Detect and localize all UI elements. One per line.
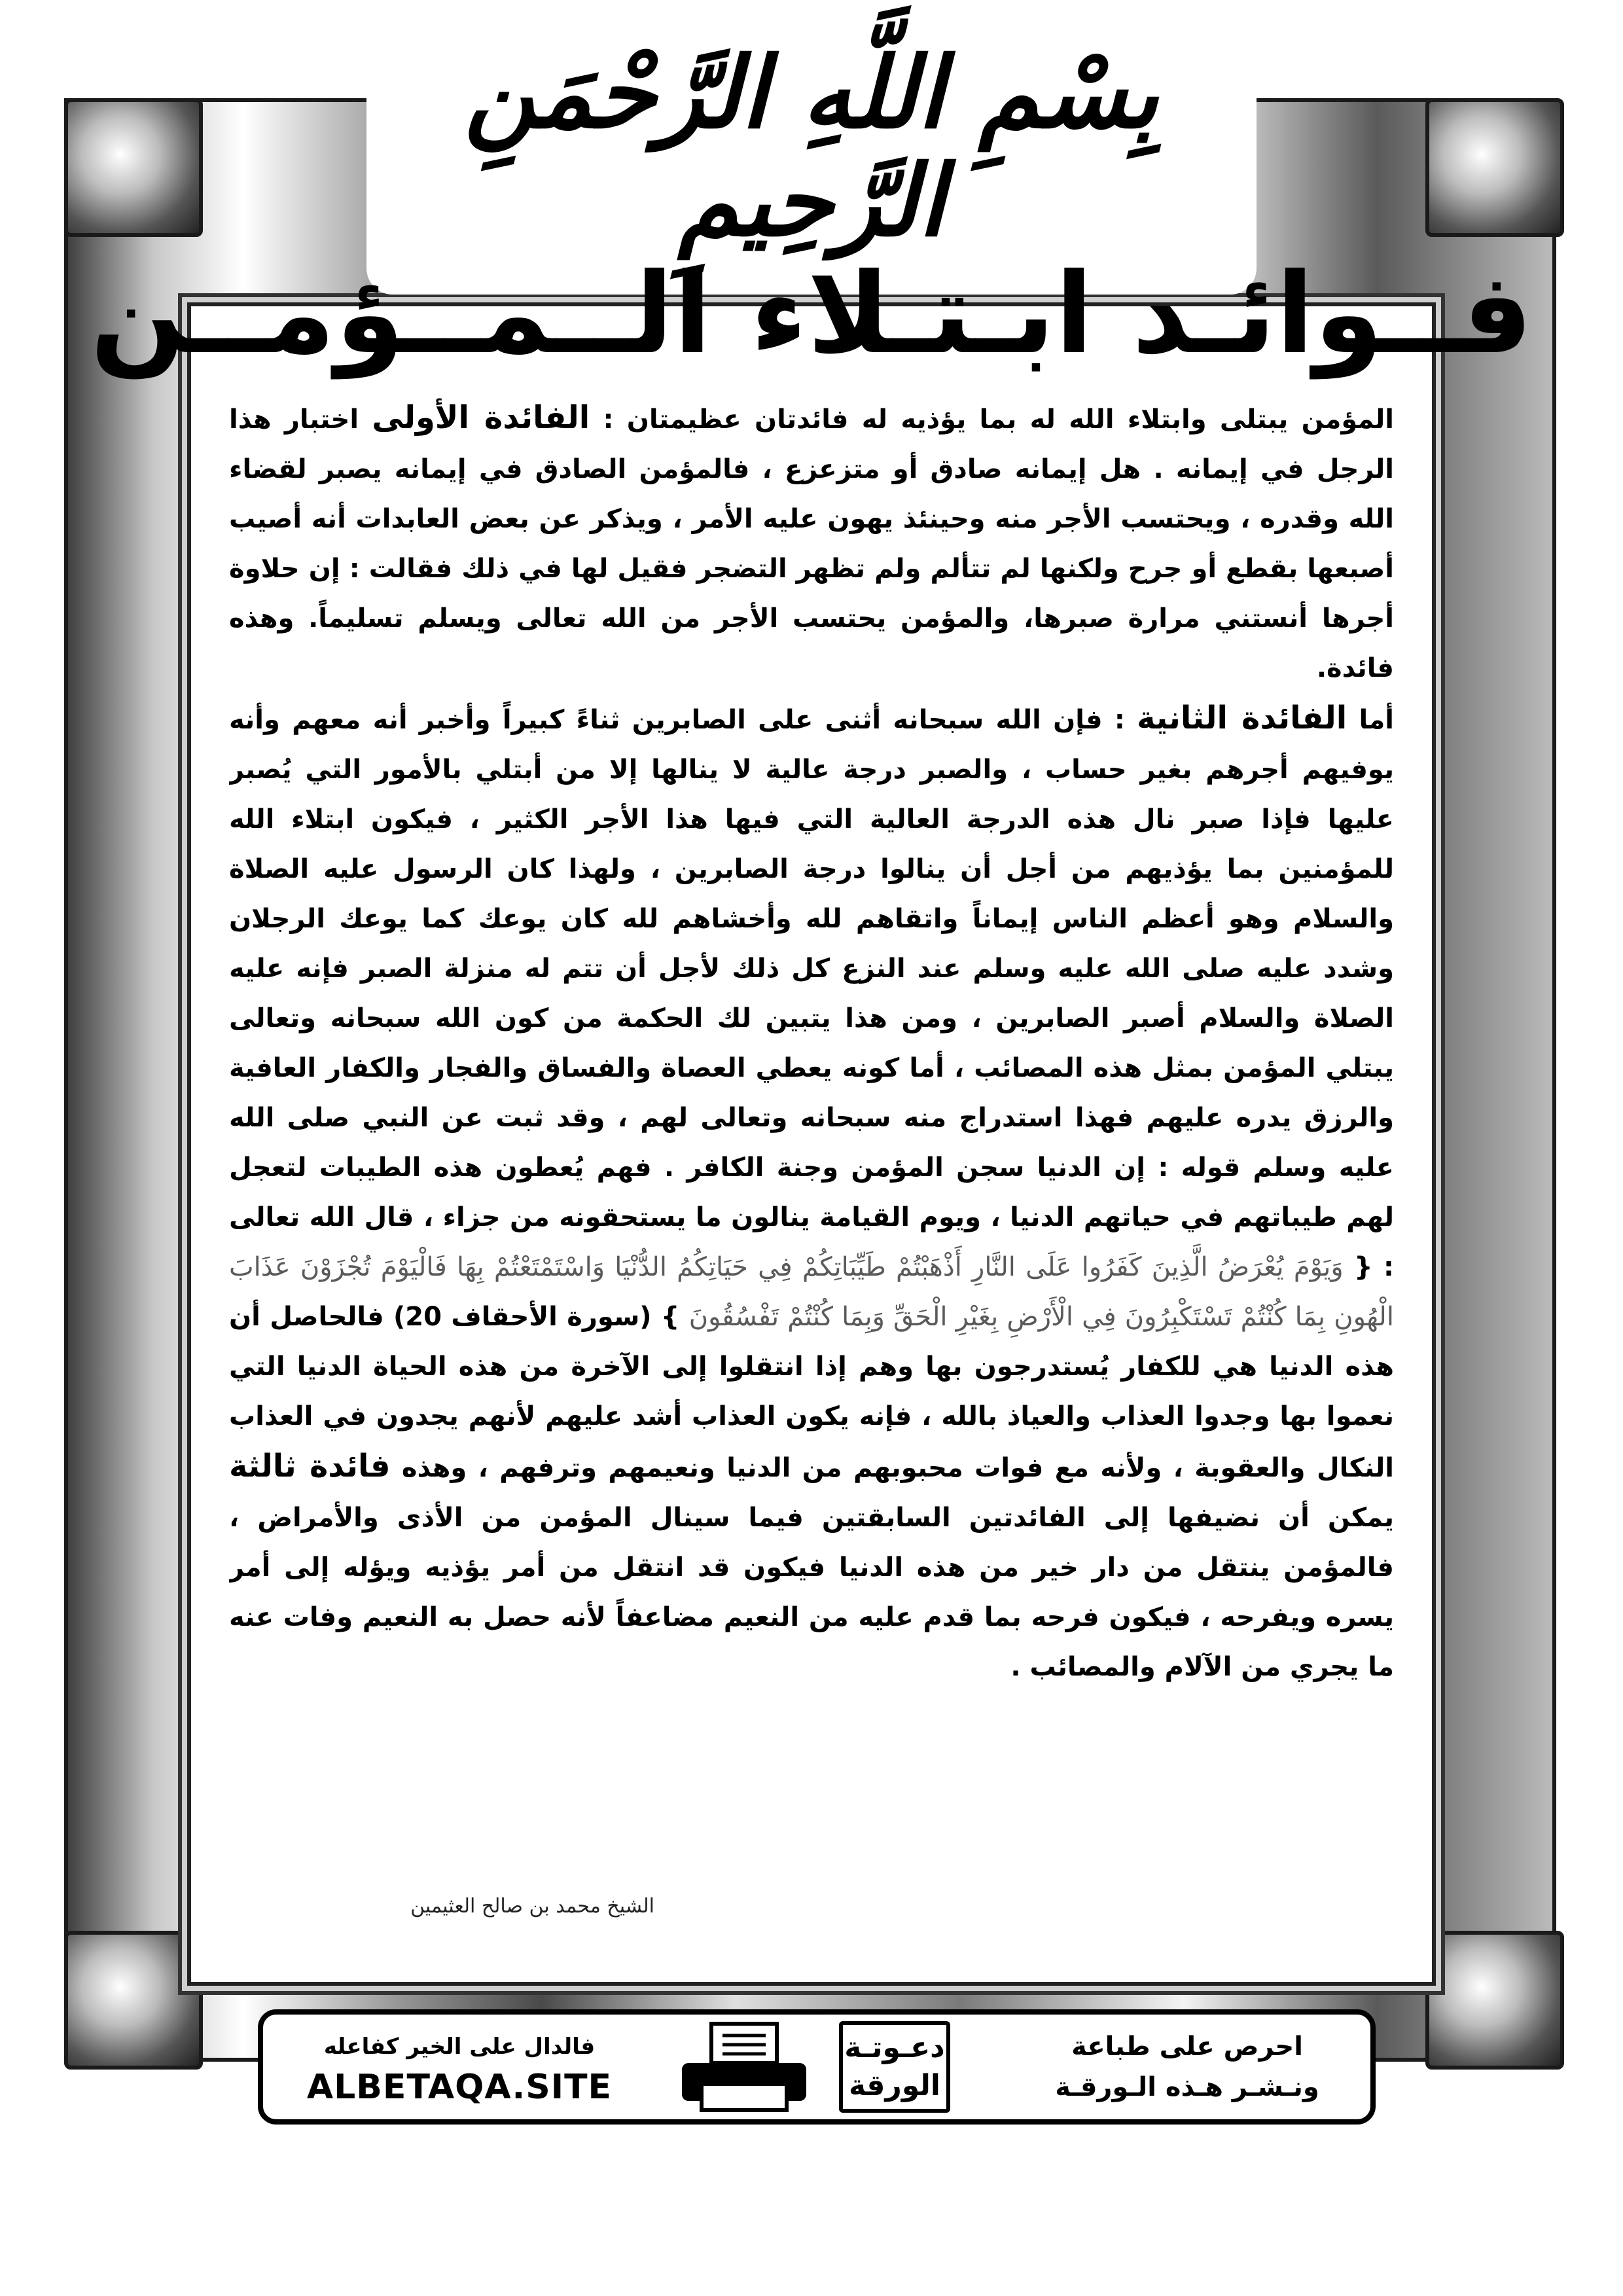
article-body — [229, 393, 1394, 1898]
footer-print-note — [1030, 2026, 1344, 2108]
text-run: } (سورة الأحقاف 20) فالحاصل أن هذه الدنيا هي للكفار يُستدرجون بها وهم إذا انتقلوا إلى الآخرة من هذه الحياة الدنيا التي نعموا بها وجدوا العذاب والعياذ بالله ، فإنه يكون العذاب أشد عليهم لأنهم يجدون في العذاب النكال والعقوبة ، ولأنه مع فوات محبوبهم من الدنيا ونعيمهم وترفهم ، وهذه — [229, 1302, 1394, 1483]
text-run: المؤمن يبتلى وابتلاء الله له بما يؤذيه له فائدتان عظيمتان : — [590, 404, 1394, 435]
page-title: فــوائـد ابـتـلاء الــمــؤمــن — [90, 249, 1533, 379]
logo-line-2: الورقة — [849, 2069, 941, 2102]
author-signature: الشيخ محمد بن صالح العثيمين — [410, 1895, 654, 1918]
footer-site-block — [289, 2026, 630, 2108]
basmala-calligraphy: بِسْمِ اللَّهِ الرَّحْمَنِ الرَّحِيمِ — [464, 35, 1159, 259]
text-run: يمكن أن نضيفها إلى الفائدتين السابقتين فيما سينال المؤمن من الأذى والأمراض ، فالمؤمن ينتقل من دار خير من هذه الدنيا فيكون قد انتقل من أمر يؤذيه ويؤله إلى أمر يسره ويفرحه ، فيكون فرحه بما قدم عليه من النعيم مضاعفاً لأنه حصل به النعيم وفات عنه ما يجري من الآلام والمصائب . — [229, 1503, 1394, 1682]
footer-print-line-1: احرص على طباعة — [1071, 2032, 1303, 2062]
frame-corner-ornament — [64, 1931, 203, 2070]
paragraph-1 — [229, 393, 1394, 693]
heading-third-benefit: فائدة ثالثة — [229, 1448, 391, 1484]
text-run: اختبار هذا الرجل في إيمانه . هل إيمانه صادق أو متزعزع ، فالمؤمن الصادق في إيمانه يصبر لقضاء الله وقدره ، ويحتسب الأجر منه وحينئذ يهون عليه الأمر ، ويذكر عن بعض العابدات أنه أصيب أصبعها بقطع أو جرح ولكنها لم تتألم ولم تظهر التضجر فقيل لها في ذلك فقالت : إن حلاوة أجرها أنستني مرارة صبرها، والمؤمن يحتسب الأجر من الله تعالى ويسلم تسليماً. وهذه فائدة. — [229, 404, 1394, 683]
site-url[interactable]: ALBETAQA.SITE — [306, 2068, 613, 2107]
footer-bar — [258, 2009, 1376, 2125]
printer-icon — [675, 2020, 813, 2114]
quran-verse: وَيَوْمَ يُعْرَضُ الَّذِينَ كَفَرُوا عَلَى النَّارِ أَذْهَبْتُمْ طَيِّبَاتِكُمْ فِي حَيَاتِكُمُ الدُّنْيَا وَاسْتَمْتَعْتُمْ بِهَا فَالْيَوْمَ تُجْزَوْنَ عَذَابَ الْهُونِ بِمَا كُنْتُمْ تَسْتَكْبِرُونَ فِي الْأَرْضِ بِغَيْرِ الْحَقِّ وَبِمَا كُنْتُمْ تَفْسُقُونَ — [229, 1252, 1394, 1332]
frame-corner-ornament — [1425, 1931, 1564, 2070]
text-run: : فإن الله سبحانه أثنى على الصابرين ثناءً كبيراً وأخبر أنه معهم وأنه يوفيهم أجرهم بغير حساب ، والصبر درجة عالية لا ينالها إلا من أبتلي بالأمور التي يُصبر عليها فإذا صبر نال هذه الدرجة العالية التي فيها هذا الأجر الكثير ، فيكون ابتلاء الله للمؤمنين بما يؤذيهم من أجل أن ينالوا درجة الصابرين ، ولهذا كان الرسول عليه الصلاة والسلام وهو أعظم الناس إيماناً واتقاهم لله وأخشاهم لله كان يوعك كما يوعك الرجلان وشدد عليه صلى الله عليه وسلم عند النزع كل ذلك لأجل أن تتم له منزلة الصبر فإنه عليه الصلاة والسلام أصبر الصابرين ، ومن هذا يتبين لك الحكمة من كون الله سبحانه وتعالى يبتلي المؤمن بمثل هذه المصائب ، أما كونه يعطي العصاة والفساق والفجار والكفار العافية والرزق يدره عليهم فهذا استدراج منه سبحانه وتعالى لهم ، وقد ثبت عن النبي صلى الله عليه وسلم قوله : إن الدنيا سجن المؤمن وجنة الكافر . فهم يُعطون هذه الطيبات لتعجل لهم طيباتهم في حياتهم الدنيا ، ويوم القيامة ينالون ما يستحقونه من جزاء ، قال الله تعالى : { — [229, 705, 1394, 1282]
brand-logo — [839, 2021, 950, 2113]
heading-first-benefit: الفائدة الأولى — [372, 399, 590, 436]
paragraph-2 — [229, 693, 1394, 1692]
logo-line-1: دعـوتـة — [844, 2031, 945, 2064]
text-run: أما — [1347, 705, 1394, 735]
frame-corner-ornament — [64, 98, 203, 237]
footer-proverb: فالدال على الخير كفاعله — [323, 2034, 596, 2060]
heading-second-benefit: الفائدة الثانية — [1137, 700, 1347, 736]
footer-print-line-2: ونـشـر هـذه الـورقـة — [1055, 2072, 1319, 2102]
frame-corner-ornament — [1425, 98, 1564, 237]
